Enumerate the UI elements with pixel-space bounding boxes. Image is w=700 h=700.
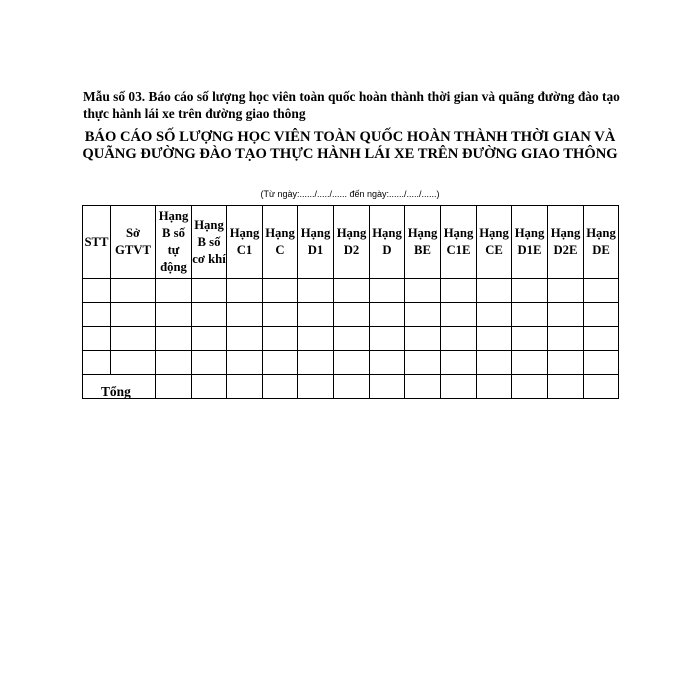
header-stt: STT (83, 206, 111, 279)
table-cell (263, 351, 298, 375)
table-row (83, 327, 619, 351)
total-label: Tổng (83, 375, 156, 399)
total-row (83, 375, 619, 399)
header-hang-d2: Hạng D2 (334, 206, 370, 279)
total-cell (584, 375, 619, 399)
table-row (83, 351, 619, 375)
table-cell (298, 327, 334, 351)
table-row (83, 303, 619, 327)
table-cell (227, 351, 263, 375)
table-cell (334, 279, 370, 303)
header-hang-be: Hạng BE (405, 206, 441, 279)
table-cell (192, 279, 227, 303)
table-cell (512, 303, 548, 327)
table-cell (334, 303, 370, 327)
header-hang-b-so-tu-dong: Hạng B số tự động (156, 206, 192, 279)
table-cell (111, 351, 156, 375)
table-cell (156, 279, 192, 303)
table-cell (83, 327, 111, 351)
table-cell (512, 279, 548, 303)
table-cell (370, 303, 405, 327)
table-cell (548, 279, 584, 303)
table-header-row (83, 206, 619, 279)
total-cell (477, 375, 512, 399)
total-cell (441, 375, 477, 399)
table-cell (584, 327, 619, 351)
table-cell (156, 351, 192, 375)
total-cell (512, 375, 548, 399)
header-hang-c1: Hạng C1 (227, 206, 263, 279)
table-cell (477, 303, 512, 327)
table-cell (477, 279, 512, 303)
total-cell (227, 375, 263, 399)
total-cell (192, 375, 227, 399)
table-cell (156, 303, 192, 327)
total-cell (548, 375, 584, 399)
total-cell (334, 375, 370, 399)
table-cell (83, 279, 111, 303)
table-cell (192, 327, 227, 351)
table-cell (227, 327, 263, 351)
table-cell (405, 327, 441, 351)
header-hang-c1e: Hạng C1E (441, 206, 477, 279)
table-cell (334, 351, 370, 375)
table-cell (584, 279, 619, 303)
header-hang-d2e: Hạng D2E (548, 206, 584, 279)
table-cell (584, 303, 619, 327)
total-cell (298, 375, 334, 399)
table-cell (227, 279, 263, 303)
table-cell (263, 327, 298, 351)
table-cell (370, 327, 405, 351)
table-cell (584, 351, 619, 375)
table-cell (111, 279, 156, 303)
table-cell (477, 327, 512, 351)
table-cell (263, 279, 298, 303)
date-range: (Từ ngày:....../...../...... đến ngày:....../...../......) (260, 189, 440, 199)
total-cell (370, 375, 405, 399)
header-hang-b-so-co-khi: Hạng B số cơ khí (192, 206, 227, 279)
report-title: BÁO CÁO SỐ LƯỢNG HỌC VIÊN TOÀN QUỐC HOÀN THÀNH THỜI GIAN VÀ QUÃNG ĐƯỜNG ĐÀO TẠO THỰC HÀNH LÁI XE TRÊN ĐƯỜNG GIAO THÔNG (82, 129, 618, 162)
table-cell (441, 327, 477, 351)
table-cell (111, 327, 156, 351)
table-cell (192, 303, 227, 327)
total-cell (263, 375, 298, 399)
table-row (83, 279, 619, 303)
table-cell (405, 351, 441, 375)
header-hang-c: Hạng C (263, 206, 298, 279)
table-cell (512, 327, 548, 351)
table-cell (441, 303, 477, 327)
report-table (82, 205, 619, 399)
header-hang-ce: Hạng CE (477, 206, 512, 279)
total-cell (405, 375, 441, 399)
header-hang-d: Hạng D (370, 206, 405, 279)
form-label: Mẫu số 03. Báo cáo số lượng học viên toàn quốc hoàn thành thời gian và quãng đường đào tạo thực hành lái xe trên đường giao thông (83, 89, 620, 121)
table-cell (477, 351, 512, 375)
total-cell (156, 375, 192, 399)
table-cell (156, 327, 192, 351)
header-hang-d1: Hạng D1 (298, 206, 334, 279)
table-cell (405, 303, 441, 327)
table-cell (298, 303, 334, 327)
table-cell (192, 351, 227, 375)
table-cell (548, 303, 584, 327)
table-cell (334, 327, 370, 351)
table-cell (441, 279, 477, 303)
table-cell (298, 279, 334, 303)
table-cell (263, 303, 298, 327)
table-body (83, 279, 619, 399)
table-cell (227, 303, 263, 327)
header-so-gtvt: Sở GTVT (111, 206, 156, 279)
table-cell (548, 351, 584, 375)
table-cell (83, 303, 111, 327)
table-cell (548, 327, 584, 351)
table-cell (83, 351, 111, 375)
table-cell (405, 279, 441, 303)
table-cell (298, 351, 334, 375)
table-cell (512, 351, 548, 375)
header-hang-d1e: Hạng D1E (512, 206, 548, 279)
table-cell (370, 351, 405, 375)
table-cell (370, 279, 405, 303)
table-cell (111, 303, 156, 327)
header-hang-de: Hạng DE (584, 206, 619, 279)
table-cell (441, 351, 477, 375)
